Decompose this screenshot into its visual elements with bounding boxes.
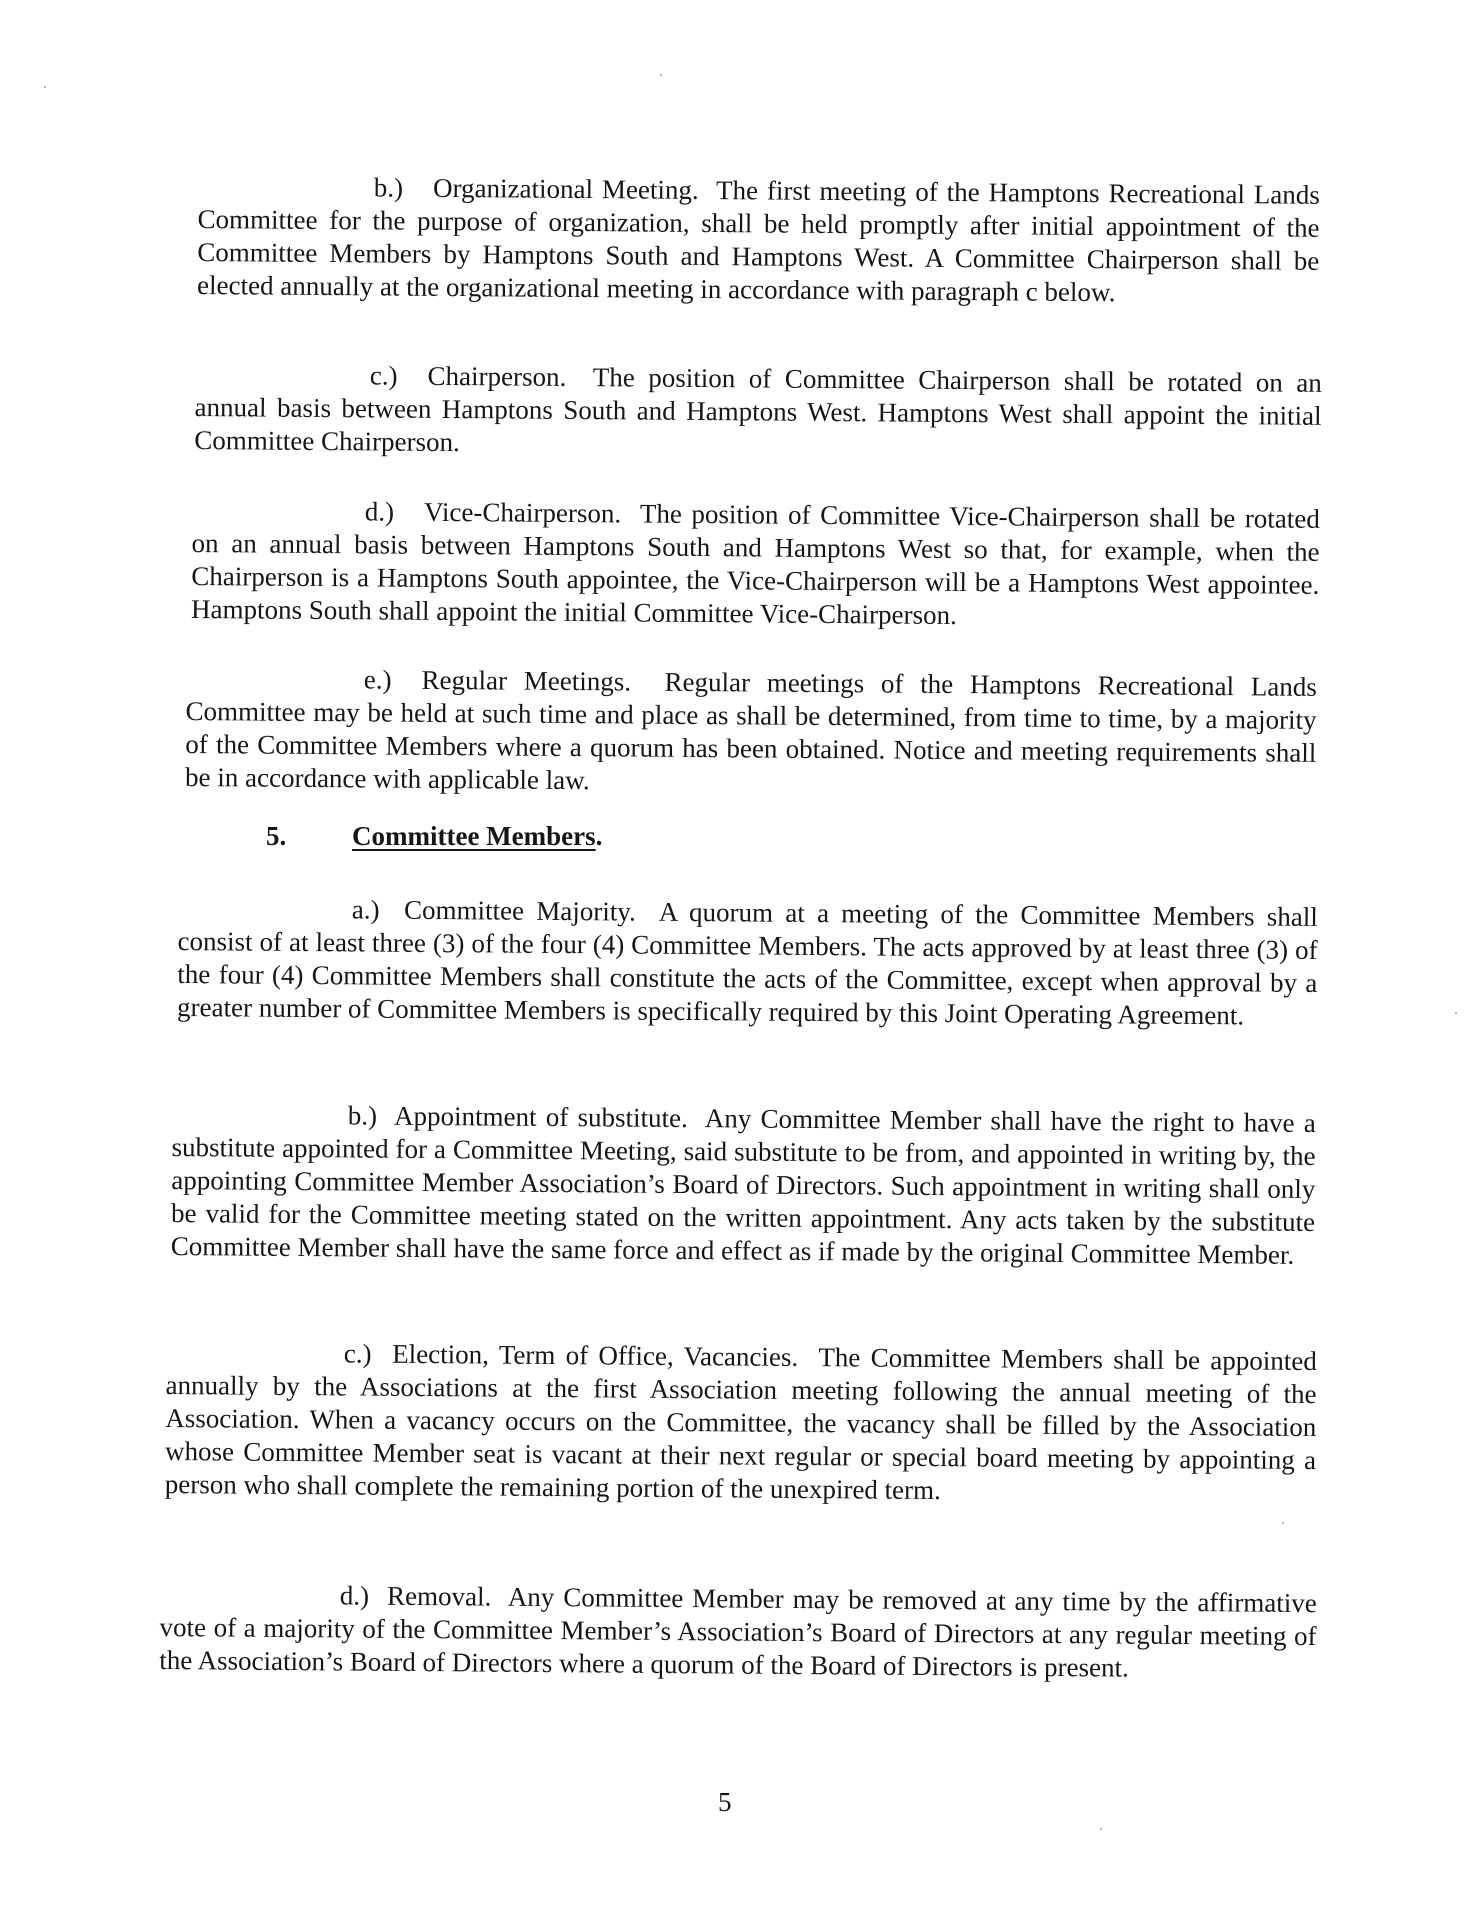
paragraph-committee-majority (177, 892, 1318, 1033)
paragraph-title: Removal. (386, 1580, 492, 1612)
paragraph-regular-meetings (185, 662, 1317, 803)
paragraph-body: Regular meetings of the Hamptons Recreational Lands Committee may be held at such time and place as shall be determined, from time to time, by a majority of the Committee Members where a quorum has been obtained. Notice and meeting requirements shall be in accordance with applicable law. (184, 666, 1317, 796)
paragraph-vice-chairperson (191, 494, 1320, 635)
paragraph-title: Organizational Meeting. (432, 172, 699, 205)
paragraph-title: Vice-Chairperson. (423, 496, 622, 529)
paragraph-body: The position of Committee Vice-Chairperson shall be rotated on an annual basis between Hamptons South and Hamptons West so that, for example, when the Chairperson is a Hamptons South appointee, the Vice-Chairperson will be a Hamptons West appointee. Hamptons South shall appoint the initial Committee Vice-Chairperson. (190, 498, 1320, 631)
paragraph-chairperson (194, 358, 1322, 466)
paragraph-label: d.) (364, 496, 395, 527)
paragraph-body: The first meeting of the Hamptons Recreational Lands Committee for the purpose of organization, shall be held promptly after initial appointment of the Committee Members by Hamptons South and Hamptons West. A Committee Chairperson shall be elected annually at the organizational meeting in accordance with paragraph c below. (196, 175, 1320, 308)
paragraph-title: Committee Majority. (403, 894, 636, 927)
paragraph-label: c.) (369, 360, 398, 391)
paragraph-body: The Committee Members shall be appointed annually by the Associations at the first Association meeting following the annual meeting of the Association. When a vacancy occurs on the Committee, the vacancy shall be filled by the Association whose Committee Member seat is vacant at their next regular or special board meeting by appointing a person who shall complete the remaining portion of the unexpired term. (164, 1342, 1317, 1506)
paragraph-body: The position of Committee Chairperson shall be rotated on an annual basis between Hamptons South and Hamptons West. Hamptons West shall appoint the initial Committee Chairperson. (194, 362, 1322, 458)
paragraph-title: Appointment of substitute. (393, 1100, 688, 1134)
scan-speck (44, 86, 46, 88)
paragraph-title: Chairperson. (427, 360, 567, 392)
scan-speck (660, 74, 662, 76)
scan-speck (1100, 1828, 1102, 1830)
paragraph-label: e.) (363, 664, 392, 695)
section-title-period: . (595, 821, 603, 851)
paragraph-body: Any Committee Member shall have the right to have a substitute appointed for a Committee Meeting, said substitute to be from, and appointed in writing by, the appointing Committee Member Association’s Board of Directors. Such appointment in writing shall only be valid for the Committee meeting stated on the written appointment. Any acts taken by the substitute Committee Member shall have the same force and effect as if made by the original Committee Member. (170, 1103, 1316, 1270)
paragraph-body: Any Committee Member may be removed at any time by the affirmative vote of a majority of the Committee Member’s Association’s Board of Directors at any regular meeting of the Association’s Board of Directors where a quorum of the Board of Directors is present. (159, 1581, 1317, 1683)
paragraph-label: a.) (351, 894, 380, 925)
paragraph-label: b.) (373, 172, 404, 203)
paragraph-title: Election, Term of Office, Vacancies. (392, 1338, 799, 1372)
paragraph-election-term-vacancies (165, 1336, 1317, 1510)
paragraph-appointment-of-substitute (171, 1098, 1316, 1272)
paragraph-removal (159, 1578, 1317, 1686)
paragraph-organizational-meeting (197, 170, 1320, 311)
paragraph-body: A quorum at a meeting of the Committee Members shall consist of at least three (3) of the four (4) Committee Members. The acts approved by at least three (3) of the four (4) Committee Members shall constitute the acts of the Committee, except when approval by a greater number of Committee Members is specifically required by this Joint Operating Agreement. (176, 896, 1318, 1031)
section-number: 5. (266, 821, 287, 851)
section-heading (266, 820, 602, 853)
page-number: 5 (718, 1787, 732, 1817)
section-title: Committee Members (352, 821, 596, 851)
scan-speck (1282, 1522, 1284, 1524)
paragraph-label: d.) (339, 1580, 370, 1611)
paragraph-label: c.) (343, 1338, 372, 1369)
scan-speck (1455, 1012, 1457, 1014)
paragraph-title: Regular Meetings. (421, 664, 632, 697)
paragraph-label: b.) (347, 1100, 378, 1131)
